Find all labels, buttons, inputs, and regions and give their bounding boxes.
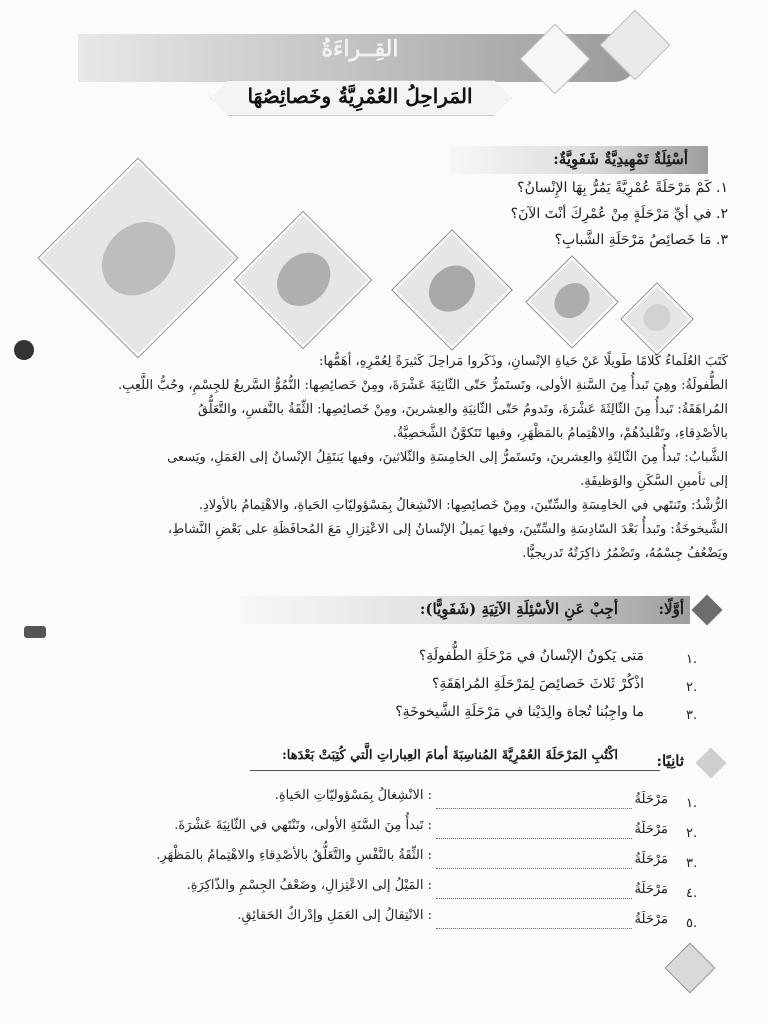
- reading-line: إلى تأمينِ السَّكَنِ والوَظيفَةِ.: [580, 474, 728, 489]
- statement-text: : المَيْلُ إلى الاعْتِزالِ، وضَعْفُ الجِسْمِ والذّاكِرَةِ.: [186, 878, 432, 893]
- oral-question-1: [517, 180, 728, 196]
- question-number: ١.: [716, 180, 728, 196]
- statement-text: : الانْتِقالُ إلى العَمَلِ وإدْراكُ الحَقائِقِ.: [237, 908, 432, 923]
- section2-heading: اكْتُبِ المَرْحَلَةَ العُمْرِيَّةَ المُناسِبَةَ أمامَ العِباراتِ الَّتي كُتِبَتْ بَعْدَها:: [281, 748, 618, 763]
- reading-line: الطُّفولَةُ: وهِيَ تَبدأُ مِنَ السَّنةِ الأولى، وتَستَمرُّ حَتّى الثّانِيَةَ عَشْرَةَ، ومِنْ خَصائِصِها: النُّمُوُّ السَّريعُ للجِسْمِ، وحُبُّ اللَّعِبِ.: [118, 378, 728, 393]
- section1-question-2: اذْكُرْ ثَلاثَ خَصائِصَ لِمَرْحَلَةِ المُراهَقَةِ؟: [432, 676, 644, 692]
- item-number: ٥.: [686, 916, 698, 931]
- section1-label: أوَّلًا:: [658, 600, 684, 618]
- item-number: ١.: [686, 796, 698, 811]
- teen-boy-photo: [527, 257, 618, 348]
- question-text: مَا خَصائِصُ مَرْحَلَةِ الشَّبابِ؟: [554, 232, 712, 248]
- answer-blank[interactable]: [436, 916, 632, 929]
- adult-man-photo: [235, 212, 371, 348]
- section1-heading: أجِبْ عَنِ الأسْئِلَةِ الآتِيَةِ (شَفَوِيًّا):: [419, 600, 618, 618]
- page-number-ornament: [665, 943, 716, 994]
- reading-line: الشَّيخوخَةُ: وتَبدأُ بَعْدَ السّادِسَةِ والسِّتّينَ، وفيها يَميلُ الإنْسانُ إلى الاعْتِزالِ مَعَ المُحافَظَةِ على بَعْضِ النَّشاطِ،: [167, 522, 728, 537]
- baby-photo: [622, 284, 693, 355]
- elderly-man-photo: [39, 159, 237, 357]
- item-number: ٤.: [686, 886, 698, 901]
- question-number: ٣.: [716, 232, 728, 248]
- lesson-title: المَراحِلُ العُمْرِيَّةُ وخَصائِصُهَا: [247, 84, 473, 108]
- reading-passage: [38, 354, 728, 570]
- section2-label: ثانِيًا:: [656, 752, 684, 770]
- section2-diamond-icon: [695, 747, 726, 778]
- reading-line: الرُّشْدُ: وتَنتَهي في الخامِسَةِ والسِّتّينَ، ومِنْ خَصائِصِها: الانْشِغالُ بِمَسْؤوليّاتِ الحَياةِ، والاهْتِمامُ بالأولادِ.: [198, 498, 728, 513]
- section1-diamond-icon: [691, 594, 722, 625]
- question-number: ٢.: [686, 680, 698, 695]
- stage-label: مَرْحَلَةُ: [634, 912, 668, 927]
- answer-blank[interactable]: [436, 826, 632, 839]
- stage-label: مَرْحَلَةُ: [634, 852, 668, 867]
- banner-title: القِــراءَةُ: [321, 36, 399, 62]
- reading-line: بالأصْدِقاءِ، وتَقْليدُهُمْ، والاهْتِمامُ بالمَظْهَرِ، وفيها تَتَكوَّنُ الشَّخصِيَّةُ.: [392, 426, 728, 441]
- statement-text: : تَبدأُ مِنَ السَّنَةِ الأولى، وتَنْتَهي في الثّانِيَةَ عَشْرَةَ.: [174, 818, 432, 833]
- question-number: ٢.: [716, 206, 728, 222]
- reading-line: المُراهَقَةُ: تَبدأُ مِنَ الثّالِثَةَ عَشْرَةَ، وتَدومُ حَتّى الثّانِيَةِ والعِشرينَ، ومِنْ خَصائِصِها: الثِّقَةُ بالنَّفسِ، والتَّعَلُّقُ: [197, 402, 728, 417]
- item-number: ٣.: [686, 856, 698, 871]
- margin-mark: [24, 626, 46, 638]
- stage-label: مَرْحَلَةُ: [634, 822, 668, 837]
- question-text: في أيِّ مَرْحَلَةٍ مِنْ عُمْرِكَ أنْتَ الآنَ؟: [510, 206, 712, 222]
- reading-line: ويَضْعُفُ جِسْمُهُ، وتَضْمُرُ ذاكِرَتُهُ تَدريجيًّا.: [522, 546, 728, 561]
- reading-line: الشَّبابُ: تَبدأُ مِنَ الثّالِثَةِ والعِشرينَ، وتَستَمرُّ إلى الخامِسَةِ والثّلاثينَ، وفيها يَنتَقِلُ الإنْسانُ إلى العَمَلِ، ويَسعى: [167, 450, 728, 465]
- stage-label: مَرْحَلَةُ: [634, 882, 668, 897]
- section1-question-3: ما واجِبُنا تُجاهَ والِدَيْنا في مَرْحَلَةِ الشَّيخوخَةِ؟: [395, 704, 644, 720]
- answer-blank[interactable]: [436, 886, 632, 899]
- stage-label: مَرْحَلَةُ: [634, 792, 668, 807]
- question-number: ١.: [686, 652, 698, 667]
- item-number: ٢.: [686, 826, 698, 841]
- answer-blank[interactable]: [436, 856, 632, 869]
- question-text: كَمْ مَرْحَلَةً عُمْرِيَّةً يَمُرُّ بِهَا الإِنْسانُ؟: [517, 180, 712, 196]
- oral-questions-heading: أسْئِلَةٌ تَمْهِيدِيَّةٌ شَفَوِيَّةٌ:: [553, 150, 688, 168]
- question-number: ٣.: [686, 708, 698, 723]
- oral-question-2: [511, 206, 728, 222]
- section2-underline: [250, 770, 660, 771]
- statement-text: : الثِّقَةُ بالنَّفْسِ والتَّعَلُّقُ بالأصْدِقاءِ والاهْتِمامُ بالمَظْهَرِ.: [156, 848, 432, 863]
- statement-text: : الانْشِغالُ بِمَسْؤوليّاتِ الحَياةِ.: [274, 788, 432, 803]
- young-man-photo: [393, 231, 512, 350]
- reading-line: كَتَبَ العُلَماءُ كَلامًا طَويلًا عَنْ حَياةِ الإنْسانِ، وذَكَروا مَراحِلَ كَثيرَةً لِعُمْرِهِ، أهَمُّها:: [319, 354, 728, 369]
- answer-blank[interactable]: [436, 796, 632, 809]
- binder-hole-mark: [14, 340, 34, 360]
- section1-question-1: مَتى يَكونُ الإنْسانُ في مَرْحَلَةِ الطُّفولَةِ؟: [418, 648, 644, 664]
- oral-question-3: [555, 232, 728, 248]
